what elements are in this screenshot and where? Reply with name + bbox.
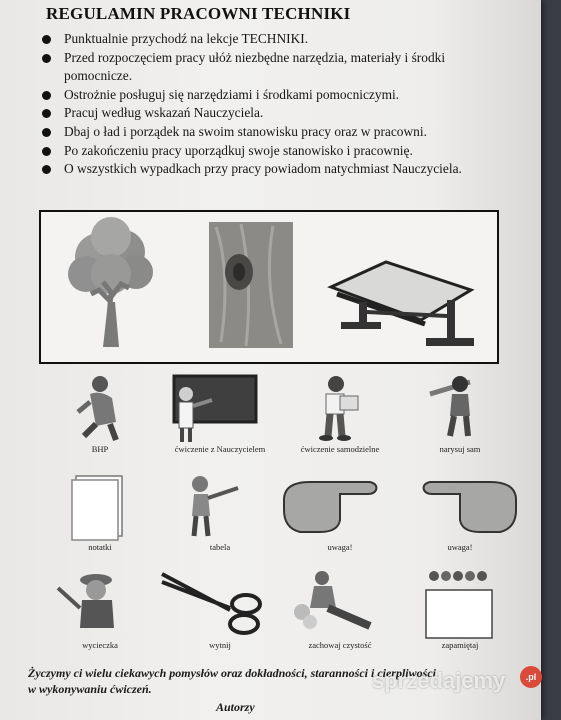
legend-caption: zachowaj czystość — [308, 640, 372, 650]
hand-pointing-left-icon — [400, 470, 520, 542]
legend-caption: zapamiętaj — [441, 640, 479, 650]
figures-board-icon — [400, 568, 520, 640]
teacher-blackboard-icon — [160, 372, 280, 444]
drafting-table-icon — [331, 262, 474, 346]
legend-item-attention-1 — [280, 470, 400, 565]
legend-item-bhp — [40, 372, 160, 467]
rule-item: Dbaj o ład i porządek na swoim stanowisku pracy oraz w pracowni. — [40, 123, 510, 142]
site-watermark: sprzedajemy — [372, 668, 506, 693]
legend-caption: uwaga! — [327, 542, 353, 552]
authors-signature: Autorzy — [216, 700, 255, 714]
closing-note-line: Życzymy ci wielu ciekawych pomysłów oraz dokładności, staranności i cierpliwości — [28, 666, 436, 680]
document-title: REGULAMIN PRACOWNI TECHNIKI — [46, 4, 351, 23]
rules-list — [40, 30, 510, 179]
rule-item: Przed rozpoczęciem pracy ułóż niezbędne narzędzia, materiały i środki pomocnicze. — [40, 49, 510, 86]
legend-caption: tabela — [209, 542, 231, 552]
bhp-figure-icon — [40, 372, 160, 444]
legend-item-solo — [280, 372, 400, 467]
explorer-icon — [40, 568, 160, 640]
legend-caption: ćwiczenie z Nauczycielem — [174, 444, 266, 454]
hand-pointing-right-icon — [280, 470, 400, 542]
legend-caption: wycieczka — [82, 640, 118, 650]
legend-caption: BHP — [91, 444, 109, 454]
legend-caption: wytnij — [209, 640, 231, 650]
legend-item-clean — [280, 568, 400, 663]
boy-reading-icon — [280, 372, 400, 444]
watermark-badge: .pl — [520, 666, 542, 688]
materials-illustration-svg — [41, 212, 497, 362]
wood-texture-icon — [209, 222, 293, 348]
legend-item-cut — [160, 568, 280, 663]
rule-item: Ostrożnie posługuj się narzędziami i środkami pomocniczymi. — [40, 86, 510, 105]
closing-note-line: w wykonywaniu ćwiczeń. — [28, 682, 152, 696]
legend-item-trip — [40, 568, 160, 663]
cleaning-figure-icon — [280, 568, 400, 640]
rule-item: Po zakończeniu pracy uporządkuj swoje stanowisko i pracownię. — [40, 142, 510, 161]
notepad-icon — [40, 470, 160, 542]
materials-illustration — [39, 210, 499, 364]
icon-legend-grid — [40, 372, 520, 662]
legend-caption: narysuj sam — [439, 444, 481, 454]
legend-item-teacher — [160, 372, 280, 467]
rule-item: Punktualnie przychodź na lekcje TECHNIKI. — [40, 30, 510, 49]
man-pointing-icon — [160, 470, 280, 542]
legend-item-notes — [40, 470, 160, 565]
boy-pencil-icon — [400, 372, 520, 444]
rule-item: O wszystkich wypadkach przy pracy powiadom natychmiast Nauczyciela. — [40, 160, 510, 179]
scissors-icon — [160, 568, 280, 640]
legend-caption: uwaga! — [447, 542, 473, 552]
tree-icon — [68, 217, 153, 347]
legend-item-attention-2 — [400, 470, 520, 565]
legend-caption: ćwiczenie samodzielne — [300, 444, 380, 454]
legend-item-table — [160, 470, 280, 565]
legend-item-remember — [400, 568, 520, 663]
legend-caption: notatki — [88, 542, 112, 552]
legend-item-draw — [400, 372, 520, 467]
rule-item: Pracuj według wskazań Nauczyciela. — [40, 104, 510, 123]
